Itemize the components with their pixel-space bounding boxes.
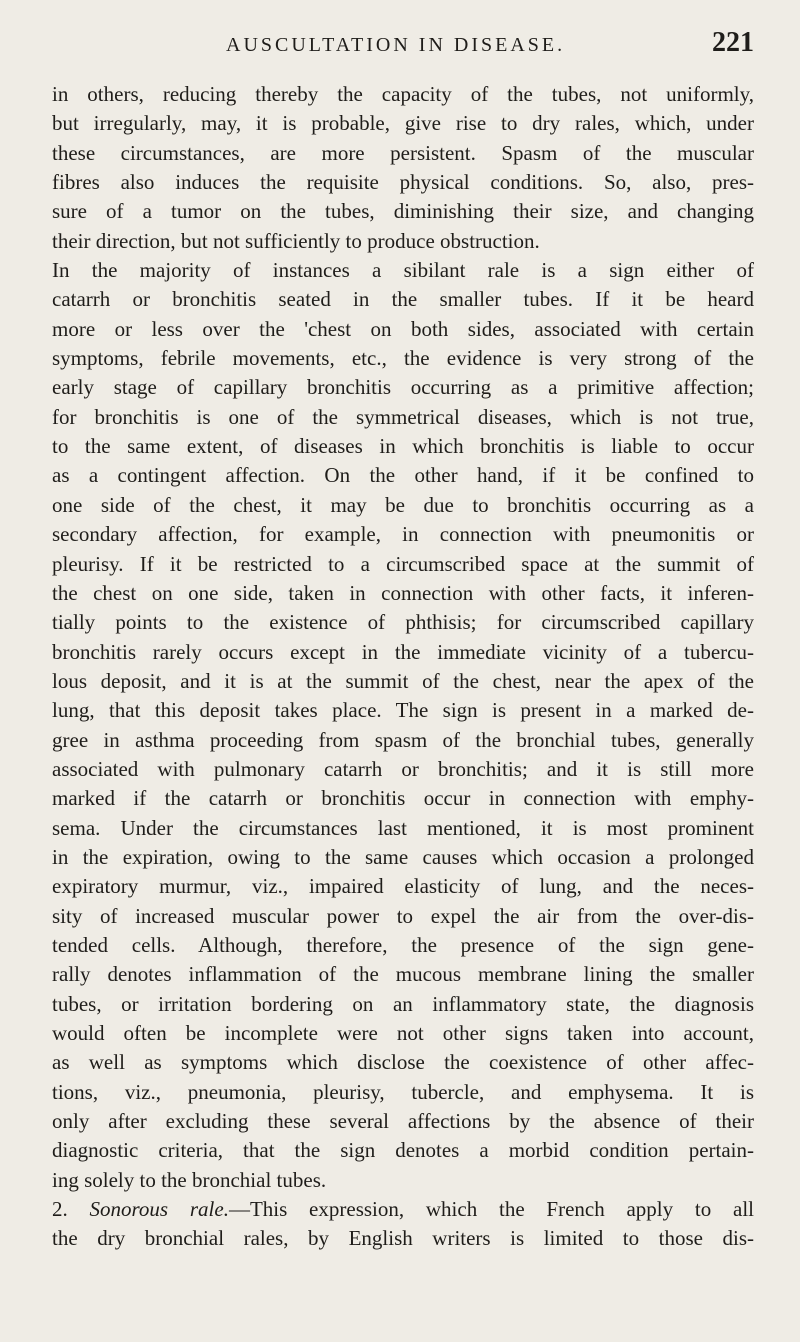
text-line: In the majority of instances a sibilant rale is a sign either of <box>52 258 754 283</box>
text-line: sure of a tumor on the tubes, diminishing their size, and changing <box>52 199 754 224</box>
text-line: but irregularly, may, it is probable, give rise to dry rales, which, under <box>52 111 754 136</box>
text-line: for bronchitis is one of the symmetrical diseases, which is not true, <box>52 404 754 429</box>
text-line: tubes, or irritation bordering on an inflammatory state, the diagnosis <box>52 991 754 1016</box>
page-header <box>52 10 754 66</box>
text-line: would often be incomplete were not other signs taken into account, <box>52 1021 754 1045</box>
body-text <box>52 80 754 1254</box>
text-line: lous deposit, and it is at the summit of the chest, near the apex of the <box>52 668 754 693</box>
text-line: tions, viz., pneumonia, pleurisy, tubercle, and emphysema. It is <box>52 1079 754 1104</box>
text-line: one side of the chest, it may be due to bronchitis occurring as a <box>52 492 754 517</box>
text-line: as well as symptoms which disclose the coexistence of other affec- <box>52 1050 754 1075</box>
text-line: bronchitis rarely occurs except in the immediate vicinity of a tubercu- <box>52 639 754 664</box>
text-line: ing solely to the bronchial tubes. <box>52 1167 327 1192</box>
text-line: lung, that this deposit takes place. The sign is present in a marked de- <box>52 698 754 723</box>
text-line: associated with pulmonary catarrh or bronchitis; and it is still more <box>52 756 754 781</box>
section-number: 2. <box>52 1197 68 1222</box>
text-line: tially points to the existence of phthisis; for circumscribed capillary <box>52 610 754 635</box>
text-line: tended cells. Although, therefore, the presence of the sign gene- <box>52 932 754 957</box>
text-line: marked if the catarrh or bronchitis occur in connection with emphy- <box>52 786 754 811</box>
text-line: secondary affection, for example, in connection with pneumonitis or <box>52 522 754 547</box>
text-line: sity of increased muscular power to expel the air from the over-dis- <box>52 903 754 928</box>
text-line: to the same extent, of diseases in which bronchitis is liable to occur <box>52 434 754 459</box>
text-line: these circumstances, are more persistent. Spasm of the muscular <box>52 140 754 165</box>
section-term: Sonorous rale. <box>89 1197 229 1222</box>
text-line: the chest on one side, taken in connection with other facts, it inferen- <box>52 580 754 605</box>
text-line: the dry bronchial rales, by English writers is limited to those dis- <box>52 1226 754 1251</box>
text-line: as a contingent affection. On the other hand, if it be confined to <box>52 463 754 488</box>
text-line: diagnostic criteria, that the sign denotes a morbid condition pertain- <box>52 1138 754 1163</box>
text-line: catarrh or bronchitis seated in the smaller tubes. If it be heard <box>52 287 754 312</box>
text-line: their direction, but not sufficiently to produce obstruction. <box>52 228 540 253</box>
running-title: AUSCULTATION IN DISEASE. <box>226 34 566 56</box>
text-line: more or less over the 'chest on both sides, associated with certain <box>52 316 754 341</box>
text-line: sema. Under the circumstances last mentioned, it is most prominent <box>52 815 754 840</box>
text-line: in others, reducing thereby the capacity of the tubes, not uniformly, <box>52 82 754 106</box>
text-line: early stage of capillary bronchitis occurring as a primitive affection; <box>52 375 754 400</box>
text-line: in the expiration, owing to the same causes which occasion a prolonged <box>52 844 754 869</box>
section-heading-line <box>52 1195 754 1224</box>
text-line: pleurisy. If it be restricted to a circumscribed space at the summit of <box>52 551 754 576</box>
text-line: rally denotes inflammation of the mucous membrane lining the smaller <box>52 962 754 987</box>
text-line: symptoms, febrile movements, etc., the evidence is very strong of the <box>52 346 754 371</box>
text-line: fibres also induces the requisite physical conditions. So, also, pres- <box>52 170 754 195</box>
text-line: expiratory murmur, viz., impaired elasticity of lung, and the neces- <box>52 874 754 899</box>
page-number: 221 <box>712 27 754 58</box>
section-text: —This expression, which the French apply to all <box>228 1197 754 1222</box>
text-line: only after excluding these several affections by the absence of their <box>52 1109 754 1134</box>
text-line: gree in asthma proceeding from spasm of the bronchial tubes, generally <box>52 727 754 752</box>
